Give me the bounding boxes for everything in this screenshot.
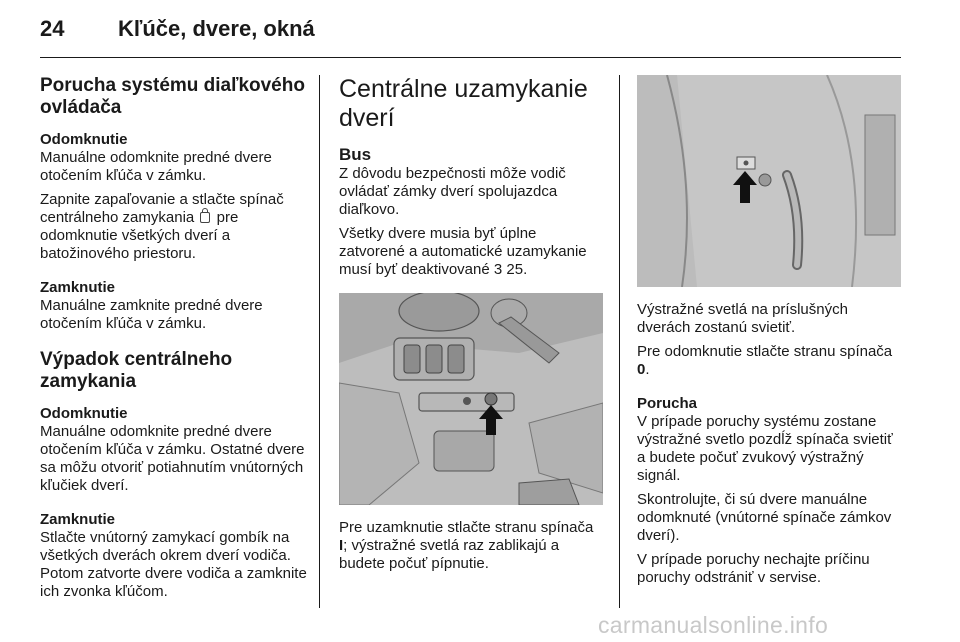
paragraph [339, 225, 605, 279]
paragraph-text: . [645, 361, 650, 378]
lock-icon [200, 212, 210, 223]
heading-central-locking: Centrálne uzamykanie dverí [339, 75, 588, 132]
subheading-lock: Zamknutie [40, 279, 116, 296]
paragraph: Manuálne odomknite predné dvere otočením kľúča v zámku. [40, 149, 272, 184]
subheading-bus: Bus [339, 145, 372, 164]
paragraph: Manuálne odomknite predné dvere otočením kľúča v zámku. Ostatné dvere sa môžu otvoriť potiahnutím vnútorných kľučiek dverí. [40, 423, 305, 494]
column-3 [637, 75, 903, 593]
door-switch-illustration [637, 75, 901, 287]
subheading-fault: Porucha [637, 395, 698, 412]
paragraph: Z dôvodu bezpečnosti môže vodič ovládať zámky dverí spolujazdca diaľkovo. [339, 165, 566, 218]
page-number: 24 [40, 16, 65, 41]
switch-side-label: I [339, 537, 344, 554]
paragraph: Manuálne zamknite predné dvere otočením kľúča v zámku. [40, 297, 263, 332]
paragraph-text: Všetky dvere musia byť úplne zatvorené a automatické uzamykanie musí byť deaktivované [339, 225, 587, 278]
subheading-unlock: Odomknutie [40, 405, 128, 422]
column-1 [40, 75, 308, 607]
paragraph: Výstražné svetlá na príslušných dverách zostanú svietiť. [637, 301, 848, 336]
paragraph [40, 191, 308, 263]
column-2 [339, 75, 605, 579]
column-divider-2 [619, 75, 620, 608]
paragraph-text: Zapnite zapaľovanie a stlačte spínač centrálneho zamykania [40, 191, 284, 226]
page-reference: 3 25. [493, 261, 528, 278]
paragraph-text: Pre uzamknutie stlačte stranu spínača [339, 519, 594, 536]
paragraph: Skontrolujte, či sú dvere manuálne odomknuté (vnútorné spínače zámkov dverí). [637, 491, 892, 544]
dashboard-switch-illustration [339, 293, 603, 505]
header-rule [40, 57, 901, 58]
subheading-lock: Zamknutie [40, 511, 116, 528]
subheading-unlock: Odomknutie [40, 131, 128, 148]
watermark: carmanualsonline.info [598, 612, 829, 638]
paragraph: Stlačte vnútorný zamykací gombík na všetkých dverách okrem dverí vodiča. Potom zatvorte dvere vodiča a zamknite ich zvonka kľúčom. [40, 529, 307, 600]
paragraph [339, 519, 605, 573]
paragraph [637, 343, 903, 379]
paragraph-text: ; výstražné svetlá raz zablikajú a budete počuť pípnutie. [339, 537, 560, 572]
paragraph: V prípade poruchy nechajte príčinu poruchy odstrániť v servise. [637, 551, 870, 586]
paragraph-text: Pre odomknutie stlačte stranu spínača [637, 343, 893, 360]
paragraph: V prípade poruchy systému zostane výstražné svetlo pozdĺž spínača svietiť a budete počuť zvukový výstražný signál. [637, 413, 893, 484]
page-title: Kľúče, dvere, okná [118, 16, 315, 41]
switch-side-label: 0 [637, 361, 646, 378]
column-divider-1 [319, 75, 320, 608]
paragraph-text: pre odomknutie všetkých dverí a batožinového priestoru. [40, 209, 239, 262]
heading-remote-fault: Porucha systému diaľkového ovládača [40, 75, 305, 118]
heading-central-failure: Výpadok centrálneho zamykania [40, 349, 233, 392]
